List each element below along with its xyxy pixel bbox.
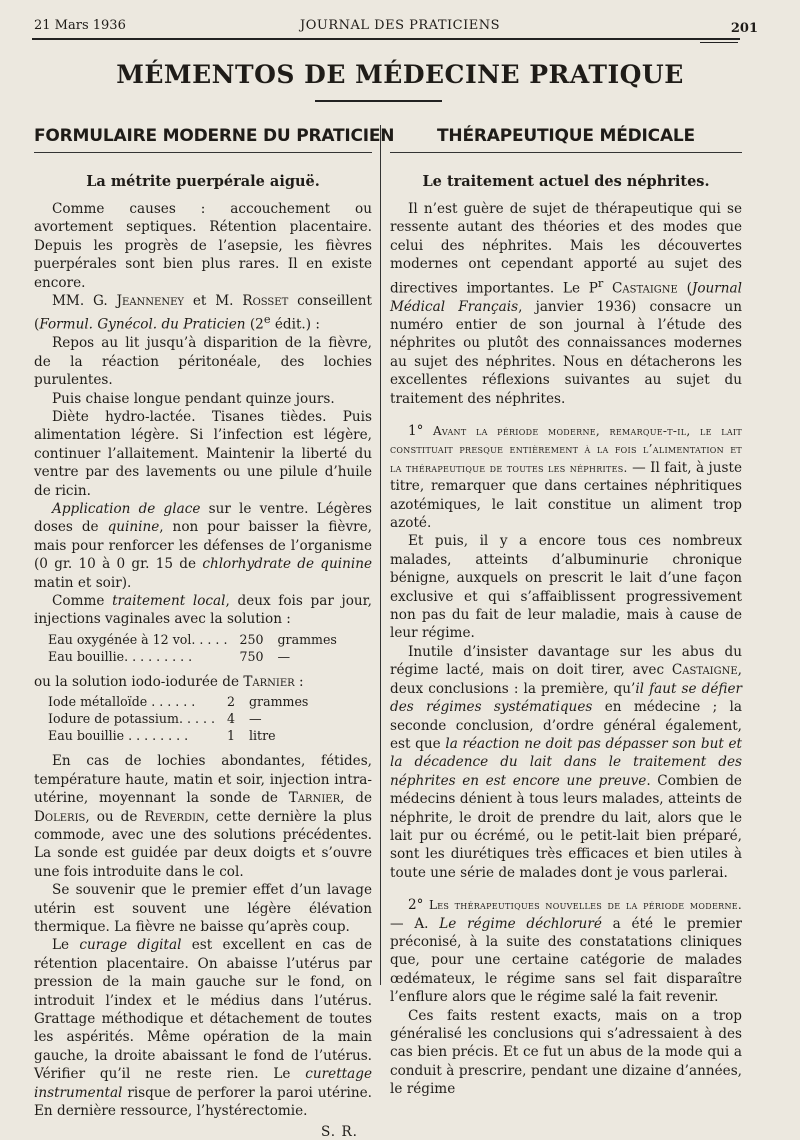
author-name: Jeanneney bbox=[116, 293, 185, 310]
text-run: en médecine ; la seconde conclusion, d’ordre général également, est que bbox=[390, 699, 742, 752]
paragraph: Diète hydro-lactée. Tisanes tièdes. Puis alimentation légère. Si l’infection est légère, continuer l’allaitement. Maintenir la liberté du ventre par des lavements ou une pilule d’huile de ricin. bbox=[34, 409, 372, 499]
left-column bbox=[34, 122, 395, 1140]
text-run: Il n’est guère de sujet de thérapeutique qui se ressente autant des théories et des modes que celui des néphrites. Mais les découvertes modernes ont cependant apporté au sujet des directives importantes. Le P bbox=[390, 201, 742, 297]
main-title: MÉMENTOS DE MÉDECINE PRATIQUE bbox=[116, 60, 684, 89]
text-run: Inutile d’insister davantage sur les abus du régime lacté, mais on doit tirer, avec bbox=[390, 643, 742, 679]
unit: — bbox=[249, 711, 262, 727]
unit: grammes bbox=[277, 631, 337, 647]
emphasis: Le régime déchloruré bbox=[439, 915, 602, 932]
text-run: MM. G. bbox=[52, 293, 117, 310]
quantity: 1 bbox=[226, 728, 235, 744]
unit: — bbox=[277, 648, 291, 664]
text-run: sur le ventre. Légères doses de bbox=[34, 501, 372, 536]
text-run: Comme bbox=[52, 593, 113, 610]
ingredient: Iode métalloïde . . . . . . bbox=[48, 694, 196, 710]
prescription-row bbox=[48, 727, 312, 744]
paragraph: Puis chaise longue pendant quinze jours. bbox=[52, 390, 335, 407]
ingredient: Eau bouillie. . . . . . . . . bbox=[48, 648, 193, 664]
emphasis: curage digital bbox=[79, 937, 182, 954]
section-number: 2° bbox=[408, 897, 424, 914]
spacer bbox=[390, 882, 742, 896]
spacer bbox=[390, 408, 742, 422]
author-name: Doleris bbox=[34, 808, 86, 825]
emphasis: la réaction ne doit pas dépasser son but et la décadence du lait dans le traitement des néphrites en est encore une preuve bbox=[390, 735, 742, 789]
paragraph bbox=[390, 200, 742, 408]
text-run: édit.) : bbox=[270, 316, 320, 333]
text-run: (2 bbox=[245, 316, 264, 333]
text-run: , cette dernière la plus commode, avec une des solutions précédentes. La sonde est guidée par deux doigts et s’ouvre une fois introduite dans le col. bbox=[34, 808, 372, 880]
prescription-row bbox=[48, 710, 312, 727]
prescription-row bbox=[48, 648, 341, 665]
superscript: r bbox=[597, 275, 604, 290]
paragraph: Comme causes : accouchement ou avortement septiques. Rétention placentaire. Depuis les progrès de l’asepsie, les fièvres puerpérales sont bien plus rares. Il en existe encore. bbox=[34, 201, 372, 291]
author-name: Reverdin bbox=[144, 808, 205, 825]
text-run: risque de perforer la paroi utérine. En dernière ressource, l’hystérectomie. bbox=[34, 1084, 372, 1119]
text-run: , non pour baisser la fièvre, mais pour renforcer les défenses de l’organisme (0 gr. 10 à 0 gr. 15 de bbox=[34, 519, 372, 573]
journal-title: Journal Médical Français bbox=[390, 280, 742, 315]
text-run: , ou de bbox=[85, 808, 145, 825]
quantity: 4 bbox=[226, 711, 235, 727]
prescription-row bbox=[48, 631, 341, 648]
text-run: . Combien de médecins dénient à tous leurs malades, atteints de néphrite, le droit de prendre du lait, alors que le lait pur ou écrémé, ou le petit-lait bien préparé, sont les diurétiques très efficaces et bien utiles à toute une série de malades dont je vous parlerai. bbox=[390, 772, 742, 881]
article-title-right: Le traitement actuel des néphrites. bbox=[422, 173, 710, 190]
book-title: Formul. Gynécol. du Praticien bbox=[39, 316, 246, 333]
paragraph: Ces faits restent exacts, mais on a trop généralisé les conclusions qui s’adressaient à des cas bien précis. Et ce fut un abus de la mode qui a conduit à prescrire, pendant une dizaine d’années, le régime bbox=[390, 1007, 742, 1098]
article-title-left: La métrite puerpérale aiguë. bbox=[86, 173, 320, 190]
text-run: et M. bbox=[184, 293, 243, 310]
paragraph bbox=[390, 422, 742, 532]
paragraph bbox=[34, 592, 372, 629]
text-run: ou la solution iodo-iodurée de bbox=[34, 673, 244, 690]
text-run: — A. bbox=[390, 915, 440, 932]
header-rule-short bbox=[700, 42, 738, 43]
paragraph bbox=[390, 896, 742, 1006]
paragraph bbox=[34, 500, 372, 592]
paragraph bbox=[34, 752, 372, 881]
quantity: 750 bbox=[239, 648, 264, 664]
paragraph bbox=[390, 643, 742, 882]
text-run: matin et soir). bbox=[34, 574, 132, 591]
quantity: 2 bbox=[226, 694, 235, 710]
text-run: — Il fait, à juste titre, remarquer que dans certaines néphritiques azotémiques, le lait constitue un aliment trop azoté. bbox=[390, 459, 742, 532]
unit: grammes bbox=[249, 694, 309, 710]
text-run: En cas de lochies abondantes, fétides, température haute, matin et soir, injection intra-utérine, moyennant la sonde de bbox=[34, 753, 372, 807]
subsection-heading: Avant la période moderne, remarque-t-il, le lait constituait presque entièrement à la fois l’alimentation et la thérapeutique de toutes les néphrites. bbox=[390, 424, 742, 475]
page-number: 201 bbox=[730, 21, 758, 36]
unit: litre bbox=[249, 728, 276, 744]
author-name: Tarnier bbox=[243, 673, 295, 690]
emphasis: il faut se défier des régimes systématiques bbox=[390, 680, 742, 716]
paragraph: Se souvenir que le premier effet d’un lavage utérin est souvent une légère élévation thermique. La fièvre ne baisse qu’après coup. bbox=[34, 882, 372, 935]
emphasis: Application de glace bbox=[52, 501, 201, 518]
section-number: 1° bbox=[408, 423, 424, 439]
prescription-table-1 bbox=[48, 631, 341, 665]
paragraph bbox=[34, 936, 372, 1120]
running-header bbox=[34, 18, 766, 40]
paragraph: Repos au lit jusqu’à disparition de la fièvre, de la réaction péritonéale, des lochies purulentes. bbox=[34, 335, 372, 389]
issue-date: 21 Mars 1936 bbox=[34, 18, 126, 33]
journal-name: JOURNAL DES PRATICIENS bbox=[300, 18, 500, 33]
title-underline bbox=[315, 100, 442, 102]
text-run: , janvier 1936) consacre un numéro entier de son journal à l’étude des néphrites ou plutôt des connaissances modernes au sujet des néphrites. Nous en détacherons les excellentes réflexions suivantes au sujet du traitement des néphrites. bbox=[390, 298, 742, 407]
ingredient: Iodure de potassium. . . . . bbox=[48, 711, 215, 727]
text-run: a été le premier préconisé, à la suite des constatations cliniques que, pour une certaine catégorie de malades œdémateux, le régime sans sel fait disparaître l’enflure alors que le régime salé la fait revenir. bbox=[390, 915, 743, 1006]
section-heading-right: THÉRAPEUTIQUE MÉDICALE bbox=[390, 122, 742, 153]
paragraph bbox=[34, 292, 372, 334]
emphasis: curettage instrumental bbox=[34, 1066, 372, 1101]
text-run: est excellent en cas de rétention placentaire. On abaisse l’utérus par pression de la main gauche sur le fond, on introduit l’index et le médius dans l’utérus. Grattage méthodique et détachement de toutes les aspérités. Même opération de la main gauche, la droite abaissant le fond de l’utérus. Vérifier qu’il ne reste rien. Le bbox=[34, 937, 373, 1083]
ingredient: Eau oxygénée à 12 vol. . . . . bbox=[48, 631, 228, 647]
paragraph: Et puis, il y a encore tous ces nombreux malades, atteints d’albuminurie chronique bénigne, auxquels on prescrit le lait d’une façon exclusive et qui s’affaiblissent progressivement non pas du fait de leur maladie, mais à cause de leur régime. bbox=[390, 533, 742, 642]
section-heading-left: FORMULAIRE MODERNE DU PRATICIEN bbox=[34, 122, 372, 153]
emphasis: quinine bbox=[107, 519, 160, 536]
column-divider bbox=[380, 125, 381, 985]
text-run: conseillent ( bbox=[34, 293, 372, 333]
quantity: 250 bbox=[239, 631, 264, 647]
text-run: : bbox=[294, 673, 304, 690]
paragraph bbox=[34, 673, 372, 691]
prescription-table-2 bbox=[48, 693, 312, 744]
author-name: Tarnier bbox=[288, 790, 341, 807]
text-run: , de bbox=[340, 790, 373, 807]
superscript: e bbox=[263, 312, 271, 327]
right-column bbox=[390, 122, 742, 1099]
ingredient: Eau bouillie . . . . . . . . bbox=[48, 728, 189, 744]
subsection-heading: Les thérapeutiques nouvelles de la période moderne. bbox=[423, 898, 742, 913]
text-run: , deux fois par jour, injections vaginales avec la solution : bbox=[34, 593, 372, 628]
header-rule bbox=[32, 38, 740, 40]
emphasis: traitement local bbox=[112, 593, 226, 610]
text-run: ( bbox=[677, 280, 692, 297]
signature: S. R. bbox=[320, 1124, 358, 1140]
author-name: Castaigne bbox=[671, 662, 738, 679]
prescription-row bbox=[48, 693, 312, 710]
author-name: Rosset bbox=[242, 293, 289, 310]
text-run: , deux conclusions : la première, qu’ bbox=[390, 662, 742, 697]
text-run: Le bbox=[52, 937, 80, 954]
emphasis: chlorhydrate de quinine bbox=[202, 556, 372, 573]
author-name: Castaigne bbox=[603, 280, 678, 297]
